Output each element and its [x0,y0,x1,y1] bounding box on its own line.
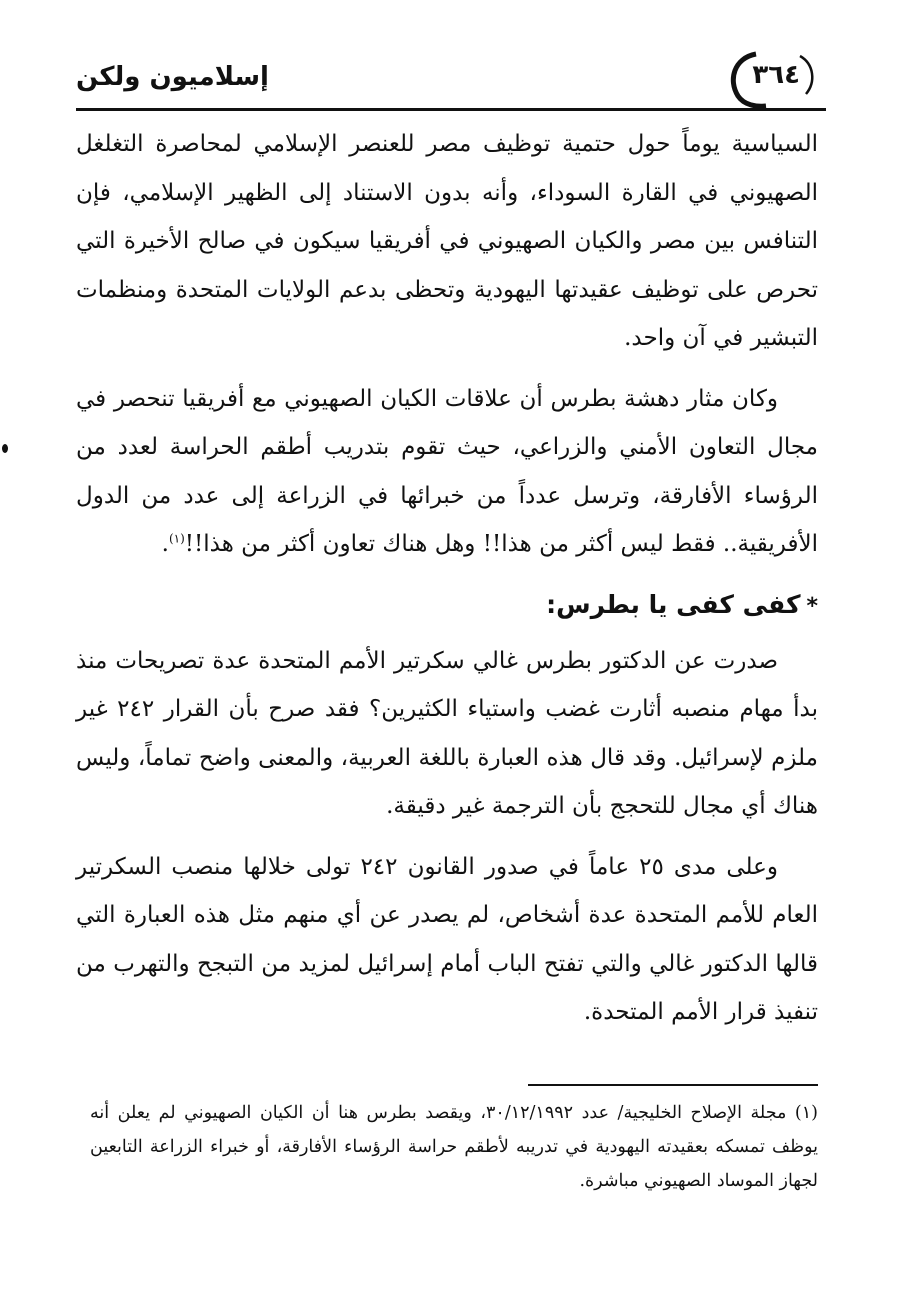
paragraph-2: وكان مثار دهشة بطرس أن علاقات الكيان الصهيوني مع أفريقيا تنحصر في مجال التعاون الأمني والزراعي، حيث تقوم بتدريب أطقم الحراسة لعدد من الرؤساء الأفارقة، وترسل عدداً من خبرائها في الزراعة إلى عدد من الدول الأفريقية.. فقط ليس أكثر من هذا!! وهل هناك تعاون أكثر من هذا!!$^{(١)}$. [76,385,818,557]
page-header [76,50,818,110]
footnote-rule [528,1084,818,1086]
paragraph-4: وعلى مدى ٢٥ عاماً في صدور القانون ٢٤٢ تولى خلالها منصب السكرتير العام للأمم المتحدة عدة أشخاص، لم يصدر عن أي منهم مثل هذه العبارة التي قالها الدكتور غالي والتي تفتح الباب أمام إسرائيل لمزيد من التبجح والتهرب من تنفيذ قرار الأمم المتحدة. [76,853,818,1025]
main-text [76,120,818,1049]
paragraph-1: السياسية يوماً حول حتمية توظيف مصر للعنصر الإسلامي لمحاصرة التغلغل الصهيوني في القارة السوداء، وأنه بدون الاستناد إلى الظهير الإسلامي، فإن التنافس بين مصر والكيان الصهيوني في أفريقيا سيكون في صالح الأخيرة التي تحرص على توظيف عقيدتها اليهودية وتحظى بدعم الولايات المتحدة ومنظمات التبشير في آن واحد. [76,131,818,351]
book-title: إسلاميون ولكن [76,62,269,92]
footnote-reference: (١) [168,531,185,546]
header-rule [76,108,826,111]
page-number-badge [726,50,818,108]
section-heading [76,581,818,631]
margin-mark [2,444,8,453]
footnote-text: (١) مجلة الإصلاح الخليجية/ عدد ٣٠/١٢/١٩٩٢، ويقصد بطرس هنا أن الكيان الصهيوني لم يعلن أنه يوظف تمسكه بعقيدته اليهودية في تدريبه لأطقم حراسة الرؤساء الأفارقة، أو خبراء الزراعة التابعين لجهاز الموساد الصهيوني مباشرة. [90,1103,818,1191]
heading-star-icon: * [806,593,818,619]
section-heading-text: كفى كفى يا بطرس: [546,589,801,619]
paragraph-3: صدرت عن الدكتور بطرس غالي سكرتير الأمم المتحدة عدة تصريحات منذ بدأ مهام منصبه أثارت غضب واستياء الكثيرين؟ فقد صرح بأن القرار ٢٤٢ غير ملزم لإسرائيل. وقد قال هذه العبارة باللغة العربية، والمعنى واضح تماماً، وليس هناك أي مجال للتحجج بأن الترجمة غير دقيقة. [76,647,818,819]
paragraph-2-text: وكان مثار دهشة بطرس أن علاقات الكيان الصهيوني مع أفريقيا تنحصر في مجال التعاون الأمني والزراعي، حيث تقوم بتدريب أطقم الحراسة لعدد من الرؤساء الأفارقة، وترسل عدداً من خبرائها في الزراعة إلى عدد من الدول الأفريقية.. فقط ليس أكثر من هذا!! وهل هناك تعاون أكثر من هذا!! [76,385,818,557]
page-number: ٣٦٤ [752,60,800,90]
footnote [90,1096,818,1198]
